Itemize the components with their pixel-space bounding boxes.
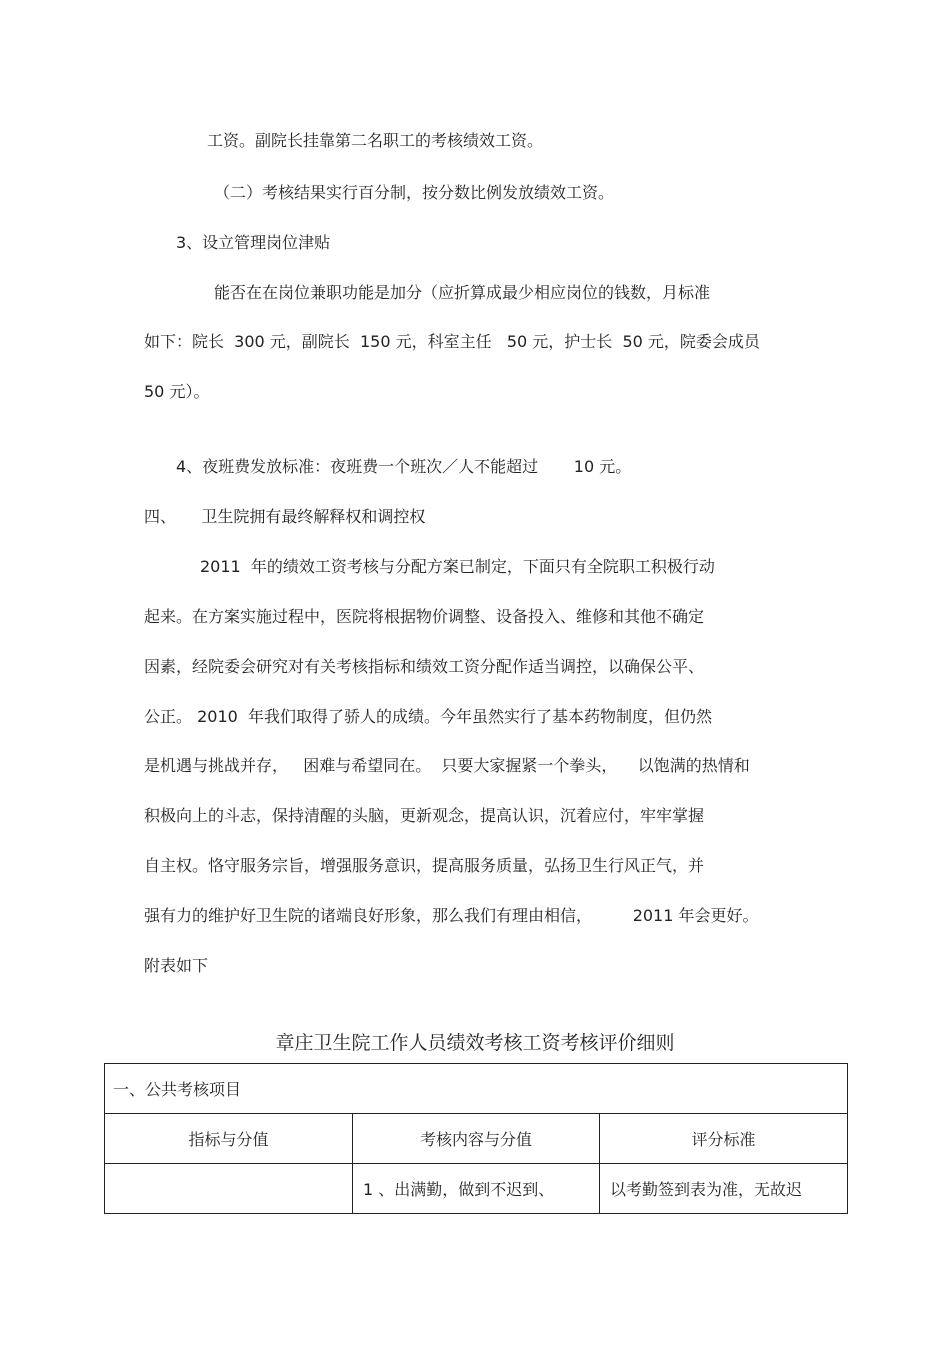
evaluation-table [104,1063,848,1214]
table-cell [105,1164,353,1214]
section-label: 一、公共考核项目 [105,1064,848,1114]
section-heading: 3、设立管理岗位津贴 [176,233,331,252]
paragraph-line: 积极向上的斗志，保持清醒的头脑，更新观念，提高认识，沉着应付，牢牢掌握 [144,806,705,825]
paragraph-line: 50 元）。 [144,382,210,401]
table-cell: 以考勤签到表为准，无故迟 [600,1164,848,1214]
paragraph-line: 强有力的维护好卫生院的诸端良好形象，那么我们有理由相信， 2011 年会更好。 [144,906,759,925]
paragraph-line: 是机遇与挑战并存， 困难与希望同在。 只要大家握紧一个拳头， 以饱满的热情和 [144,756,750,775]
paragraph-line: 自主权。恪守服务宗旨，增强服务意识，提高服务质量，弘扬卫生行风正气，并 [144,856,705,875]
paragraph-line: 起来。在方案实施过程中，医院将根据物价调整、设备投入、维修和其他不确定 [144,607,705,626]
table-section-row [105,1064,848,1114]
section-heading: 四、 卫生院拥有最终解释权和调控权 [144,507,426,526]
paragraph-line: 能否在在岗位兼职功能是加分（应折算成最少相应岗位的钱数，月标准 [214,283,711,302]
column-header: 考核内容与分值 [353,1114,600,1164]
paragraph-line: 因素，经院委会研究对有关考核指标和绩效工资分配作适当调控，以确保公平、 [144,657,705,676]
paragraph-line: 公正。 2010 年我们取得了骄人的成绩。今年虽然实行了基本药物制度，但仍然 [144,707,712,726]
paragraph-line: （二）考核结果实行百分制，按分数比例发放绩效工资。 [214,183,615,202]
column-header: 评分标准 [600,1114,848,1164]
paragraph-line: 附表如下 [144,956,209,975]
table-cell: 1 、出满勤，做到不迟到、 [353,1164,600,1214]
section-heading: 4、夜班费发放标准：夜班费一个班次／人不能超过 10 元。 [176,457,632,476]
paragraph-line: 2011 年的绩效工资考核与分配方案已制定，下面只有全院职工积极行动 [200,557,715,576]
column-header: 指标与分值 [105,1114,353,1164]
table-header-row [105,1114,848,1164]
table-title: 章庄卫生院工作人员绩效考核工资考核评价细则 [275,1032,675,1054]
table-row [105,1164,848,1214]
paragraph-line: 工资。副院长挂靠第二名职工的考核绩效工资。 [207,131,544,150]
paragraph-line: 如下：院长 300 元，副院长 150 元，科室主任 50 元，护士长 50 元，院委会成员 [144,332,760,351]
